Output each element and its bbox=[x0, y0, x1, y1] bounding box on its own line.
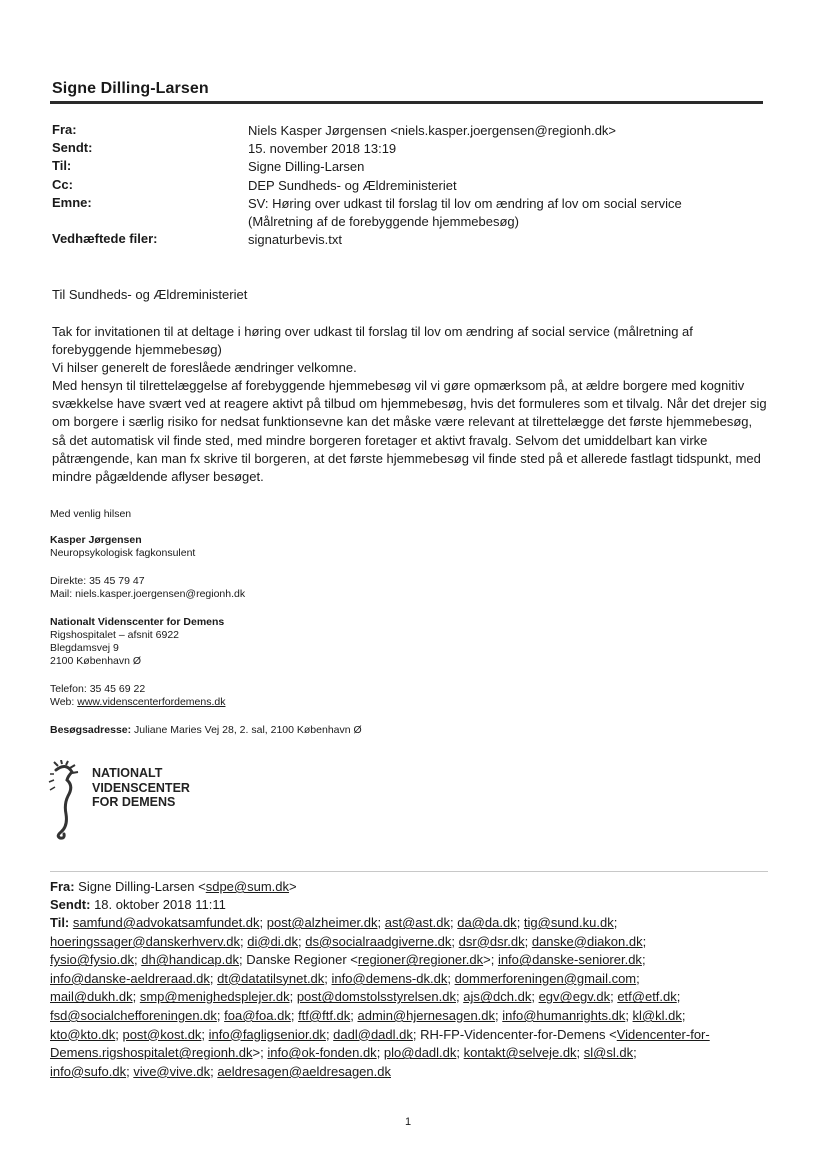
recipient-separator: ; bbox=[676, 989, 681, 1005]
recipient-email-link[interactable]: info@humanrights.dk bbox=[502, 1007, 626, 1023]
attachments-label: Vedhæftede filer: bbox=[52, 231, 158, 246]
title-rule bbox=[50, 101, 763, 104]
sent-value: 15. november 2018 13:19 bbox=[248, 141, 397, 156]
fwd-sent-line bbox=[50, 896, 770, 915]
fwd-from-label: Fra: bbox=[50, 879, 75, 894]
recipient-separator: ; bbox=[132, 989, 140, 1005]
body-paragraph-1: Tak for invitationen til at deltage i høring over udkast til forslag til lov om ændring af social service (målretning af forebyggende hjemmebesøg) bbox=[52, 324, 693, 358]
recipient-separator: ; bbox=[126, 1063, 134, 1079]
recipient-separator: >; bbox=[252, 1045, 268, 1061]
fwd-from-line bbox=[50, 878, 770, 897]
recipient-separator: ; bbox=[216, 1007, 225, 1023]
recipient-separator: ; bbox=[259, 915, 267, 930]
recipient-email-link[interactable]: info@danske-seniorer.dk bbox=[497, 952, 642, 968]
closing: Med venlig hilsen bbox=[50, 508, 132, 520]
fwd-from-email[interactable]: sdpe@sum.dk bbox=[205, 879, 290, 894]
signature-address-3: 2100 København Ø bbox=[50, 655, 142, 667]
signature-web bbox=[50, 696, 225, 709]
recipient-email-link[interactable]: tig@sund.ku.dk bbox=[523, 915, 614, 930]
recipient-email-link[interactable]: kto@kto.dk bbox=[50, 1026, 116, 1042]
recipient-email-link[interactable]: dt@datatilsynet.dk bbox=[217, 970, 325, 986]
recipient-email-link[interactable]: dommerforeningen@gmail.com bbox=[454, 970, 637, 986]
recipient-email-link[interactable]: fysio@fysio.dk bbox=[50, 952, 134, 968]
recipient-separator: ; bbox=[516, 915, 524, 930]
recipient-email-link[interactable]: ds@socialraadgiverne.dk bbox=[305, 933, 452, 949]
recipient-email-link[interactable]: info@danske-aeldreraad.dk bbox=[50, 970, 210, 986]
recipient-separator: ; bbox=[524, 933, 532, 949]
logo-text bbox=[92, 766, 190, 810]
subject-line-2: (Målretning af de forebyggende hjemmebesøg) bbox=[248, 214, 519, 229]
fwd-from-name: Signe Dilling-Larsen < bbox=[74, 879, 206, 894]
visit-value: Juliane Maries Vej 28, 2. sal, 2100 København Ø bbox=[131, 724, 362, 736]
recipient-separator: ; bbox=[377, 915, 385, 930]
recipient-email-link[interactable]: sl@sl.dk bbox=[583, 1045, 634, 1061]
recipient-email-link[interactable]: fsd@socialchefforeningen.dk bbox=[50, 1007, 217, 1023]
to-label: Til: bbox=[52, 158, 72, 173]
recipient-email-link[interactable]: dh@handicap.dk bbox=[141, 952, 240, 968]
signature-address-1: Rigshospitalet – afsnit 6922 bbox=[50, 629, 179, 641]
greeting: Til Sundheds- og Ældreministeriet bbox=[52, 287, 248, 302]
recipient-email-link[interactable]: dsr@dsr.dk bbox=[458, 933, 525, 949]
recipient-email-link[interactable]: egv@egv.dk bbox=[538, 989, 611, 1005]
recipient-separator: >; bbox=[483, 952, 498, 968]
recipient-separator: ; bbox=[642, 933, 647, 949]
signature-role: Neuropsykologisk fagkonsulent bbox=[50, 547, 196, 559]
message-separator bbox=[50, 871, 768, 872]
from-label: Fra: bbox=[52, 122, 77, 137]
recipient-separator: ; bbox=[495, 1007, 503, 1023]
signature-name: Kasper Jørgensen bbox=[50, 534, 142, 546]
web-label: Web: bbox=[50, 696, 78, 708]
recipient-email-link[interactable]: dadl@dadl.dk bbox=[333, 1026, 413, 1042]
recipient-email-link[interactable]: vive@vive.dk bbox=[133, 1063, 211, 1079]
recipient-email-link[interactable]: smp@menighedsplejer.dk bbox=[139, 989, 290, 1005]
signature-org: Nationalt Videnscenter for Demens bbox=[50, 616, 225, 628]
recipient-email-link[interactable]: kontakt@selveje.dk bbox=[463, 1045, 577, 1061]
recipient-email-link[interactable]: kl@kl.dk bbox=[632, 1007, 682, 1023]
recipient-email-link[interactable]: etf@etf.dk bbox=[617, 989, 677, 1005]
signature-mail: Mail: niels.kasper.joergensen@regionh.dk bbox=[50, 588, 246, 600]
recipient-email-link[interactable]: post@domstolsstyrelsen.dk bbox=[296, 989, 456, 1005]
to-value: Signe Dilling-Larsen bbox=[248, 159, 365, 174]
logo-line-2: VIDENSCENTER bbox=[92, 780, 190, 795]
fwd-sent-value: 18. oktober 2018 11:11 bbox=[90, 897, 226, 912]
from-value: Niels Kasper Jørgensen <niels.kasper.joergensen@regionh.dk> bbox=[248, 123, 617, 138]
recipient-email-link[interactable]: mail@dukh.dk bbox=[50, 989, 133, 1005]
visit-label: Besøgsadresse: bbox=[50, 724, 132, 736]
recipient-email-link[interactable]: info@demens-dk.dk bbox=[331, 970, 448, 986]
recipient-email-link[interactable]: danske@diakon.dk bbox=[531, 933, 643, 949]
recipient-email-link[interactable]: aeldresagen@aeldresagen.dk bbox=[217, 1063, 391, 1079]
page-title: Signe Dilling-Larsen bbox=[52, 80, 209, 97]
recipient-separator: ; bbox=[451, 933, 459, 949]
signature-phone: Telefon: 35 45 69 22 bbox=[50, 683, 146, 695]
body-paragraph-3: Med hensyn til tilrettelæggelse af forebyggende hjemmebesøg vil vi gøre opmærksom på, at ældre borgere med kognitiv svækkelse have svært ved at reagere aktivt på tilbud om hjemmebesøg, hvis det formuleres som et tilvalg. Når det drejer sig om borgere i særlig risiko for nedsat funktionsevne kan det måske være relevant at tilrettelægge det første hjemmebesøg, så det automatisk vil finde sted, med mindre borgeren foretager et aktivt fravalg. Selvom det umiddelbart kan virke påtrængende, kan man fx skrive til borgeren, at det første hjemmebesøg vil finde sted på et allerede fastlagt tidspunkt, med mindre pågældende aflyser besøget. bbox=[52, 378, 767, 485]
fwd-from-end: > bbox=[289, 879, 297, 894]
recipient-email-link[interactable]: foa@foa.dk bbox=[224, 1007, 291, 1023]
recipient-separator: ; bbox=[633, 1045, 637, 1061]
recipient-email-link[interactable]: post@kost.dk bbox=[122, 1026, 202, 1042]
recipient-separator: ; bbox=[531, 989, 539, 1005]
signature-address-2: Blegdamsvej 9 bbox=[50, 642, 119, 654]
recipient-email-link[interactable]: post@alzheimer.dk bbox=[266, 915, 378, 930]
recipient-separator: ; bbox=[456, 1045, 464, 1061]
recipient-email-link[interactable]: ajs@dch.dk bbox=[463, 989, 532, 1005]
attachment-file[interactable]: signaturbevis.txt bbox=[248, 232, 342, 247]
recipient-email-link[interactable]: Demens.rigshospitalet@regionh.dk bbox=[50, 1045, 253, 1061]
recipient-separator: ; bbox=[209, 970, 218, 986]
visit-address bbox=[50, 724, 362, 737]
recipient-separator: ; bbox=[289, 989, 297, 1005]
web-link[interactable]: www.videnscenterfordemens.dk bbox=[77, 696, 226, 708]
recipient-separator: ; bbox=[576, 1045, 584, 1061]
sent-label: Sendt: bbox=[52, 140, 93, 155]
subject-line-1: SV: Høring over udkast til forslag til lov om ændring af lov om social service bbox=[248, 196, 682, 211]
recipient-separator: ; bbox=[324, 970, 332, 986]
recipient-email-link[interactable]: regioner@regioner.dk bbox=[357, 952, 484, 968]
recipient-email-link[interactable]: Videncenter-for- bbox=[616, 1026, 710, 1042]
recipient-separator: ; bbox=[376, 1045, 384, 1061]
cc-value: DEP Sundheds- og Ældreministeriet bbox=[248, 178, 457, 193]
recipient-separator: ; bbox=[449, 915, 458, 930]
recipient-email-link[interactable]: info@ok-fonden.dk bbox=[267, 1045, 377, 1061]
recipient-separator: ; Danske Regioner < bbox=[239, 952, 358, 968]
recipient-separator: ; bbox=[201, 1026, 209, 1042]
subject-label: Emne: bbox=[52, 195, 92, 210]
logo-line-3: FOR DEMENS bbox=[92, 795, 176, 809]
fwd-recipients bbox=[50, 914, 770, 1081]
recipient-separator: ; bbox=[681, 1007, 686, 1023]
body-paragraph-2: Vi hilser generelt de foreslåede ændringer velkomne. bbox=[52, 360, 357, 375]
recipient-separator: ; bbox=[636, 970, 640, 986]
recipient-email-link[interactable]: admin@hjernesagen.dk bbox=[357, 1007, 496, 1023]
fwd-to-label: Til: bbox=[50, 915, 70, 930]
recipient-separator: ; bbox=[641, 952, 646, 968]
recipient-email-link[interactable]: di@di.dk bbox=[247, 933, 299, 949]
recipient-email-link[interactable]: hoeringssager@danskerhverv.dk bbox=[50, 933, 240, 949]
recipient-separator: ; bbox=[298, 933, 306, 949]
recipient-separator: ; bbox=[240, 933, 248, 949]
recipient-email-link[interactable]: info@fagligsenior.dk bbox=[208, 1026, 326, 1042]
seahorse-logo-icon bbox=[48, 760, 88, 840]
recipient-separator: ; RH-FP-Videncenter-for-Demens < bbox=[412, 1026, 617, 1042]
fwd-sent-label: Sendt: bbox=[50, 897, 91, 912]
recipient-email-link[interactable]: samfund@advokatsamfundet.dk bbox=[72, 915, 260, 930]
page-number: 1 bbox=[405, 1116, 412, 1128]
recipient-separator: ; bbox=[455, 989, 464, 1005]
recipient-separator: ; bbox=[210, 1063, 218, 1079]
recipient-separator: ; bbox=[613, 915, 618, 930]
recipient-separator: ; bbox=[115, 1026, 123, 1042]
cc-label: Cc: bbox=[52, 177, 73, 192]
recipient-separator: ; bbox=[447, 970, 455, 986]
recipient-email-link[interactable]: da@da.dk bbox=[457, 915, 517, 930]
recipient-email-link[interactable]: ast@ast.dk bbox=[384, 915, 450, 930]
recipient-separator: ; bbox=[610, 989, 618, 1005]
recipient-separator: ; bbox=[290, 1007, 299, 1023]
recipient-separator: ; bbox=[325, 1026, 334, 1042]
recipient-email-link[interactable]: ftf@ftf.dk bbox=[298, 1007, 351, 1023]
recipient-separator: ; bbox=[350, 1007, 358, 1023]
recipient-separator: ; bbox=[134, 952, 142, 968]
logo-line-1: NATIONALT bbox=[92, 766, 163, 780]
recipient-email-link[interactable]: info@sufo.dk bbox=[50, 1063, 127, 1079]
signature-direct-phone: Direkte: 35 45 79 47 bbox=[50, 575, 145, 587]
recipient-separator: ; bbox=[625, 1007, 633, 1023]
recipient-email-link[interactable]: plo@dadl.dk bbox=[383, 1045, 457, 1061]
